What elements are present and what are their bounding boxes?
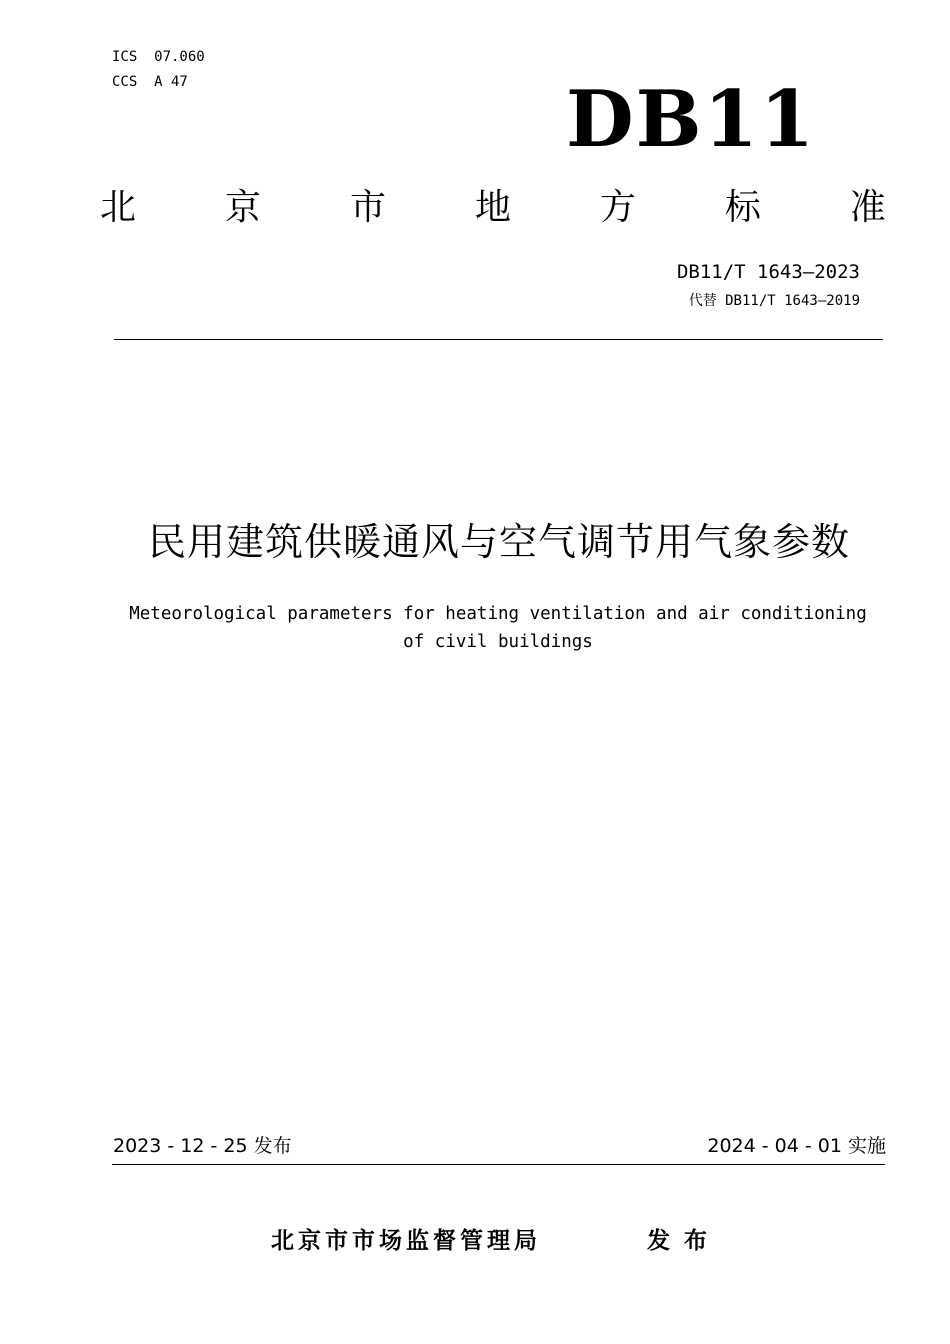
standard-type-char: 市	[349, 187, 386, 228]
standard-type-char: 京	[224, 187, 261, 228]
ics-code: ICS 07.060	[112, 49, 205, 65]
standard-type-heading	[100, 186, 886, 230]
document-title-chinese: 民用建筑供暖通风与空气调节用气象参数	[147, 520, 850, 564]
replaces-code: DB11/T 1643—2019	[716, 293, 860, 309]
title-english-line-1: Meteorological parameters for heating ventilation and air conditioning	[129, 604, 867, 624]
implementation-date: 2024 - 04 - 01 实施	[707, 1135, 886, 1157]
issuing-action: 发布	[647, 1228, 721, 1254]
standard-type-char: 准	[849, 187, 886, 228]
standard-type-char: 方	[599, 187, 636, 228]
footer-divider	[112, 1164, 885, 1165]
issue-date: 2023 - 12 - 25 发布	[113, 1135, 292, 1157]
ccs-code: CCS A 47	[112, 74, 188, 90]
document-title-english	[98, 600, 898, 656]
replaces-line	[689, 291, 860, 311]
header-divider	[114, 339, 883, 340]
replaces-prefix: 代替	[688, 293, 717, 309]
standard-number: DB11/T 1643—2023	[676, 261, 860, 283]
standard-type-char: 标	[724, 187, 761, 228]
title-english-line-2: of civil buildings	[403, 632, 593, 652]
standard-type-char: 北	[100, 187, 137, 228]
db11-logo: DB11	[566, 74, 817, 165]
standard-type-char: 地	[474, 187, 511, 228]
issuing-authority: 北京市市场监督管理局	[271, 1228, 541, 1254]
